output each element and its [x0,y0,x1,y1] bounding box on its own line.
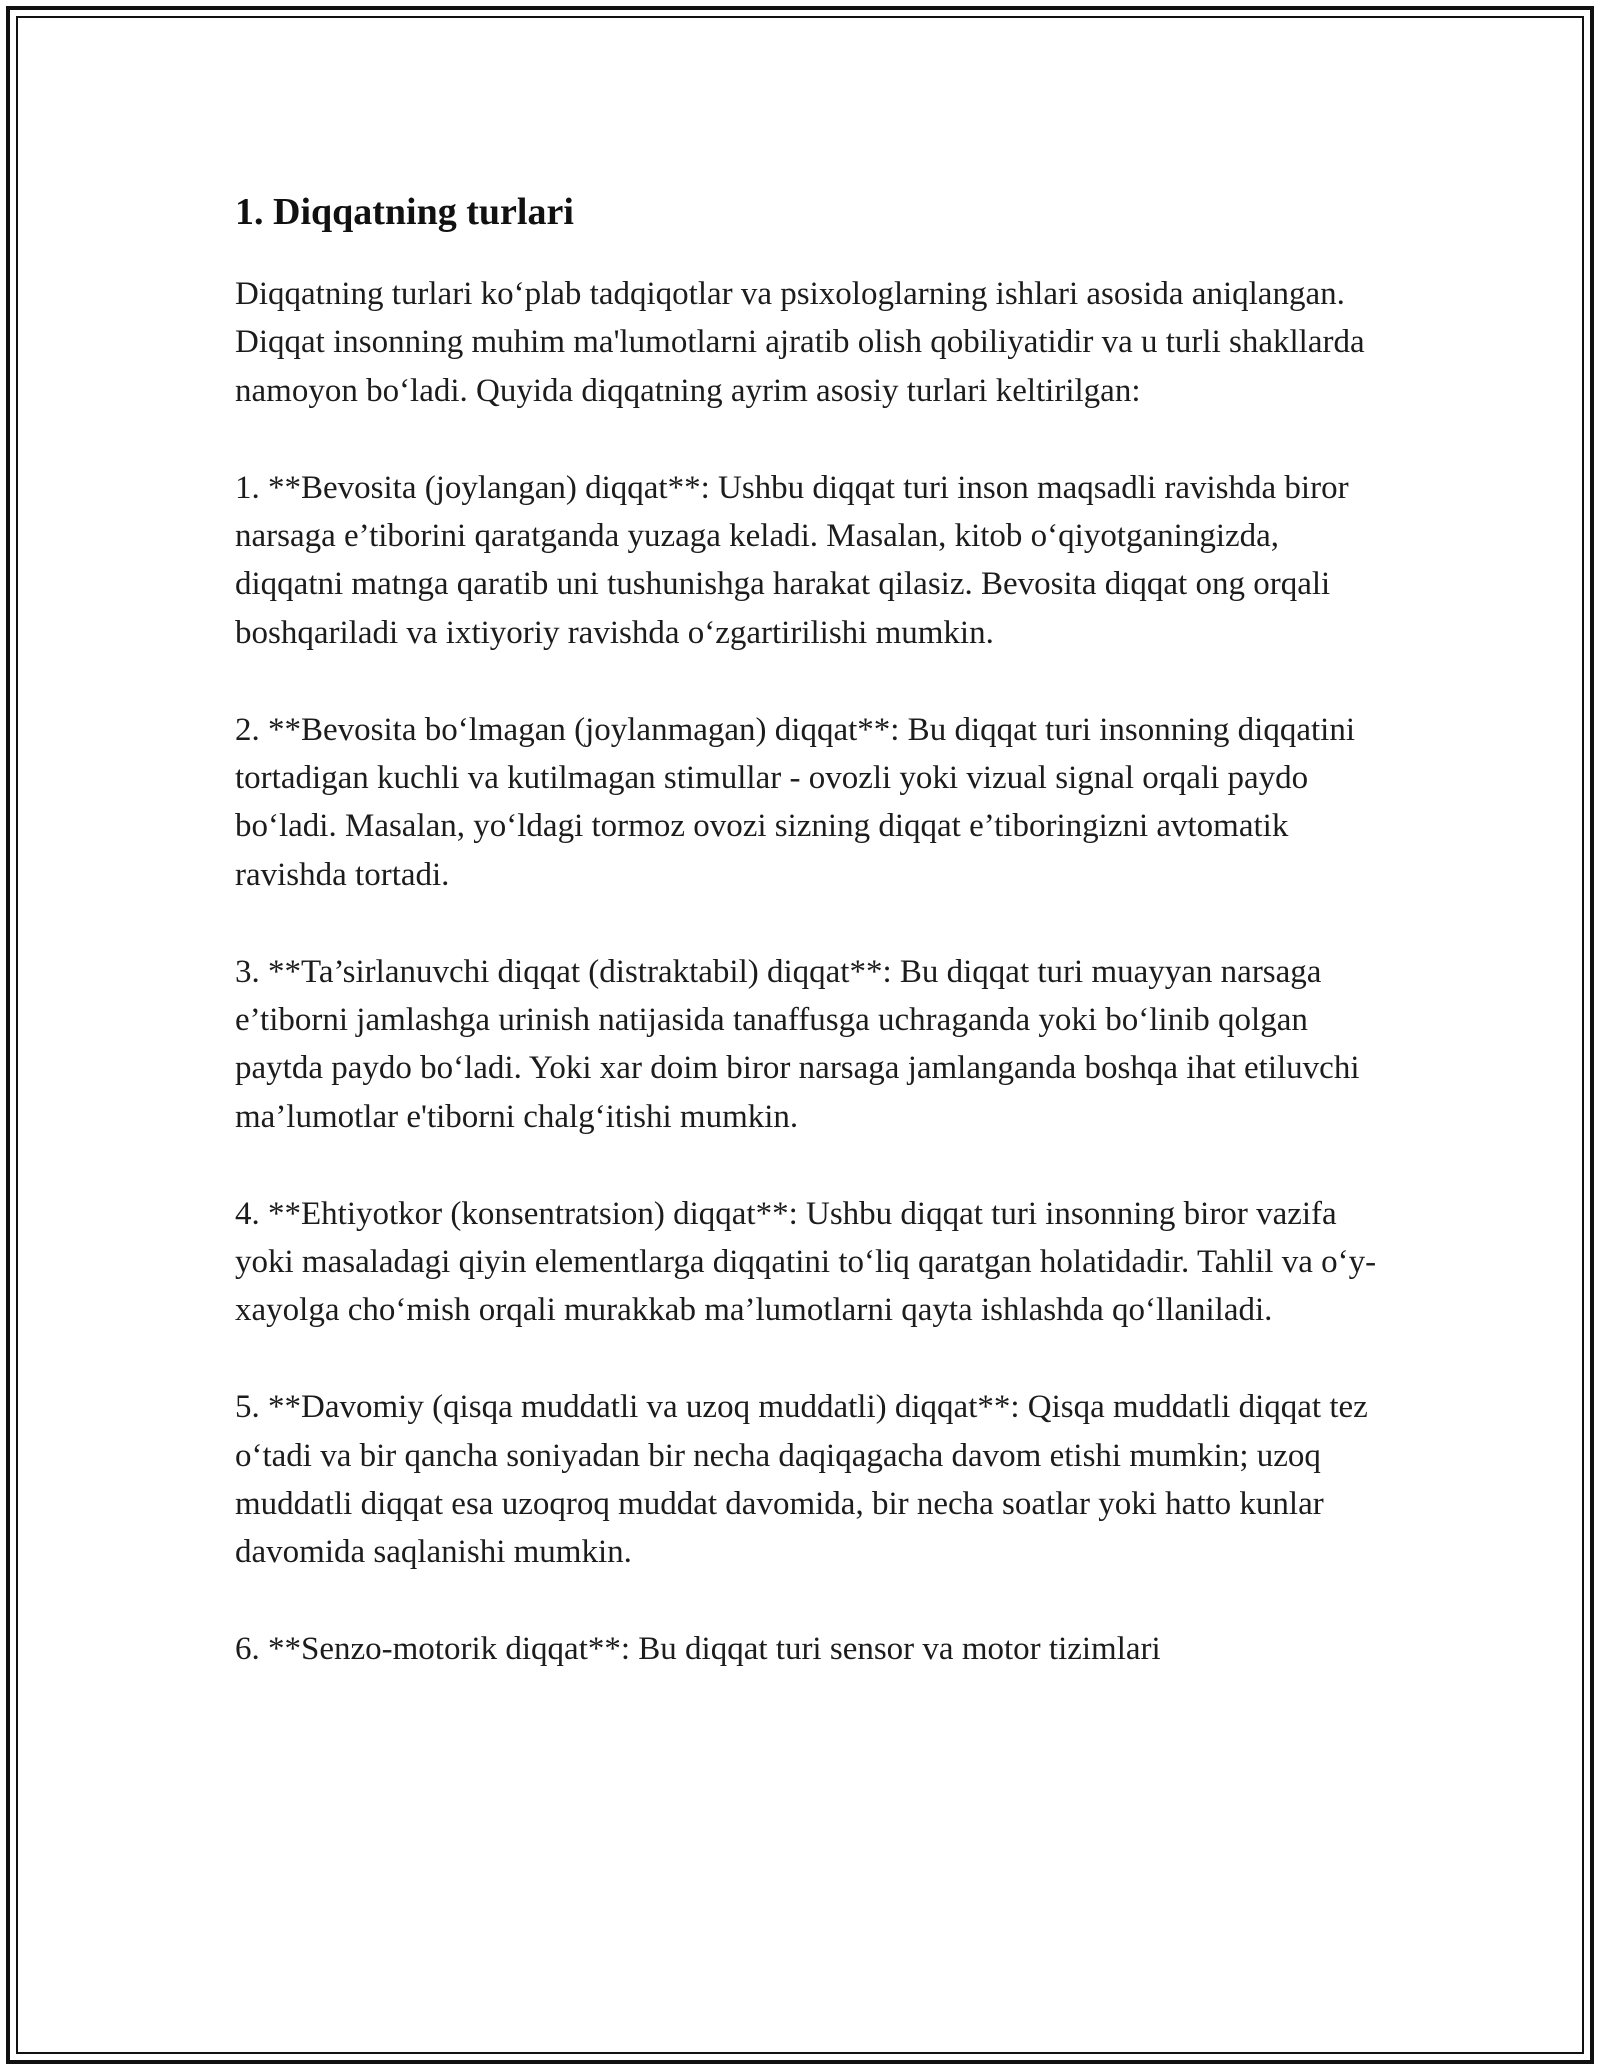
list-item-1: 1. **Bevosita (joylangan) diqqat**: Ushbu diqqat turi inson maqsadli ravishda biror narsaga e’tiborini qaratganda yuzaga keladi. Masalan, kitob o‘qiyotganingizda, diqqatni matnga qaratib uni tushunishga harakat qilasiz. Bevosita diqqat ong orqali boshqariladi va ixtiyoriy ravishda o‘zgartirilishi mumkin. [235,469,1349,651]
document-body [235,186,1385,1674]
list-item-4: 4. **Ehtiyotkor (konsentratsion) diqqat**: Ushbu diqqat turi insonning biror vazifa yoki masaladagi qiyin elementlarga diqqatini to‘liq qaratgan holatidadir. Tahlil va o‘y-xayolga cho‘mish orqali murakkab ma’lumotlarni qayta ishlashda qo‘llaniladi. [235,1195,1377,1329]
list-item-6: 6. **Senzo-motorik diqqat**: Bu diqqat turi sensor va motor tizimlari [235,1631,1161,1668]
list-item-2: 2. **Bevosita bo‘lmagan (joylanmagan) diqqat**: Bu diqqat turi insonning diqqatini tortadigan kuchli va kutilmagan stimullar - ovozli yoki vizual signal orqali paydo bo‘ladi. Masalan, yo‘ldagi tormoz ovozi sizning diqqat e’tiboringizni avtomatik ravishda tortadi. [235,711,1356,893]
section-heading: 1. Diqqatning turlari [235,191,574,233]
list-item-3: 3. **Ta’sirlanuvchi diqqat (distraktabil) diqqat**: Bu diqqat turi muayyan narsaga e’tiborni jamlashga urinish natijasida tanaffusga uchraganda yoki bo‘linib qolgan paytda paydo bo‘ladi. Yoki xar doim biror narsaga jamlanganda boshqa ihat etiluvchi ma’lumotlar e'tiborni chalg‘itishi mumkin. [235,953,1360,1135]
list-item-5: 5. **Davomiy (qisqa muddatli va uzoq muddatli) diqqat**: Qisqa muddatli diqqat tez o‘tadi va bir qancha soniyadan bir necha daqiqagacha davom etishi mumkin; uzoq muddatli diqqat esa uzoqroq muddat davomida, bir necha soatlar yoki hatto kunlar davomida saqlanishi mumkin. [235,1389,1368,1571]
intro-paragraph: Diqqatning turlari ko‘plab tadqiqotlar va psixologlarning ishlari asosida aniqlangan. Diqqat insonning muhim ma'lumotlarni ajratib olish qobiliyatidir va u turli shakllarda namoyon bo‘ladi. Quyida diqqatning ayrim asosiy turlari keltirilgan: [235,276,1365,409]
